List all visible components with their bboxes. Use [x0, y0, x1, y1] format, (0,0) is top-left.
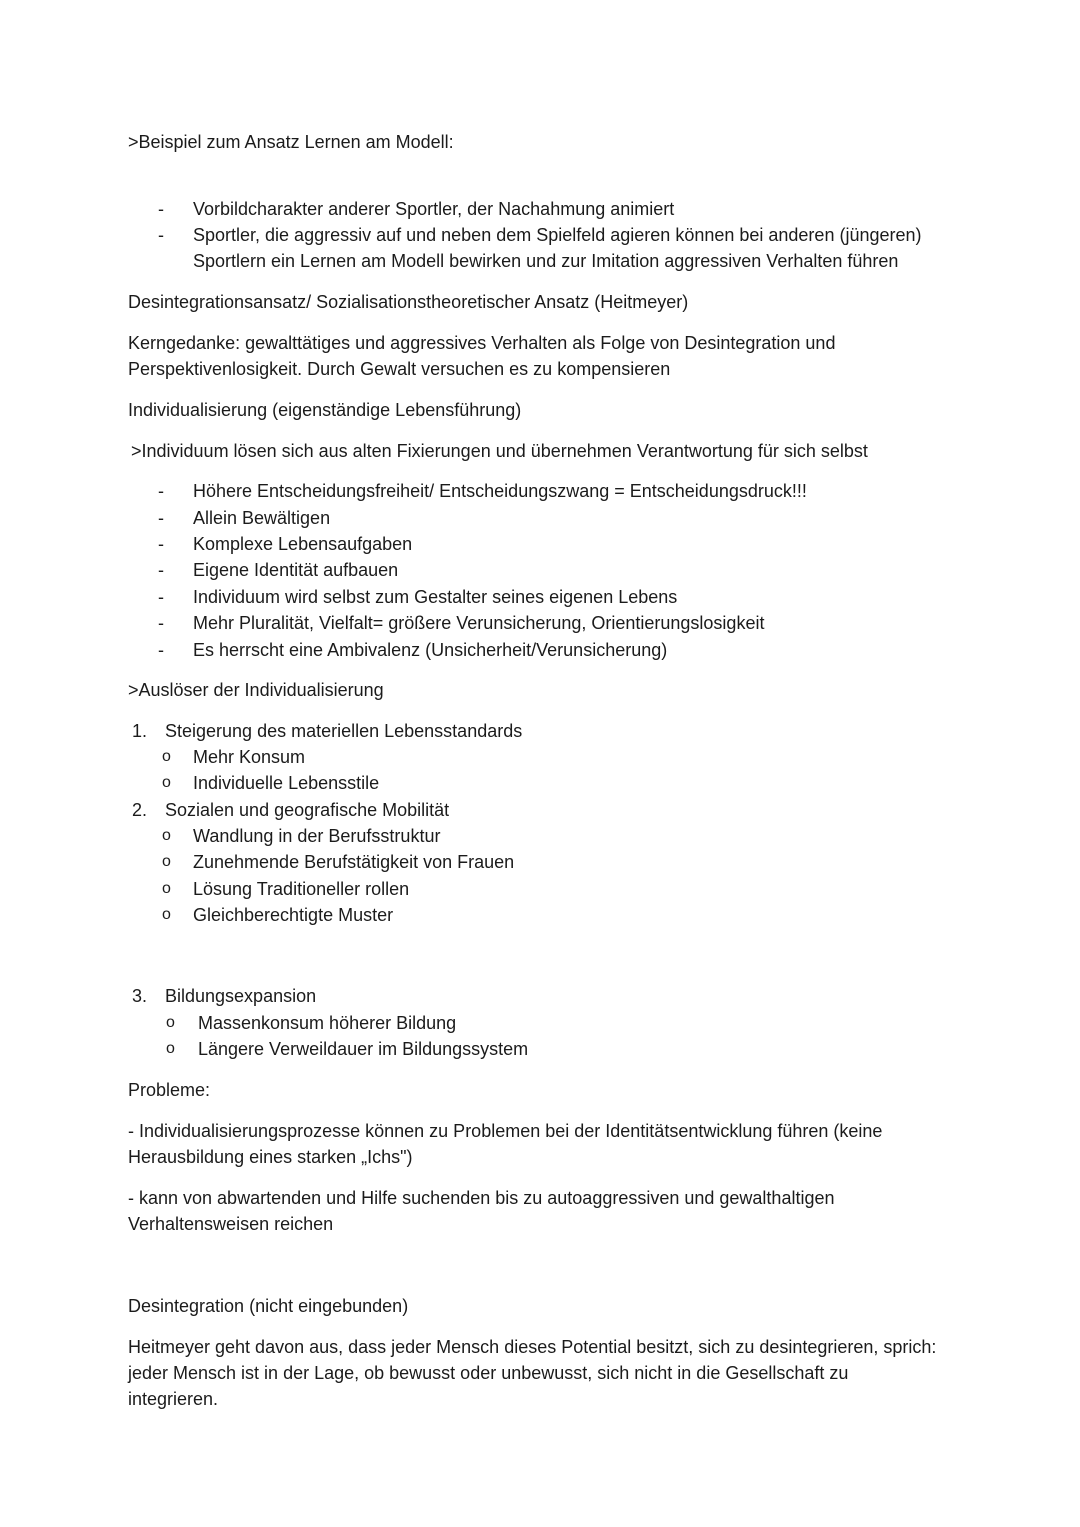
- circle-bullet-icon: o: [162, 880, 171, 897]
- list-number: 3.: [132, 986, 148, 1006]
- heitmeyer-line: integrieren.: [128, 1389, 219, 1409]
- sub-list-item: Zunehmende Berufstätigkeit von Frauen: [193, 852, 515, 872]
- dash-bullet: -: [158, 534, 164, 554]
- list-number: 2.: [132, 800, 148, 820]
- list-item: Komplexe Lebensaufgaben: [193, 534, 413, 554]
- probleme-line: Verhaltensweisen reichen: [128, 1214, 334, 1234]
- circle-bullet-icon: o: [162, 748, 171, 765]
- dash-bullet: -: [158, 587, 164, 607]
- dash-bullet: -: [158, 613, 164, 633]
- list-item: Eigene Identität aufbauen: [193, 560, 399, 580]
- sub-list-item: Massenkonsum höherer Bildung: [198, 1013, 457, 1033]
- heading-desintegrationsansatz: Desintegrationsansatz/ Sozialisationstheoretischer Ansatz (Heitmeyer): [128, 292, 689, 312]
- list-item: Individuum wird selbst zum Gestalter seines eigenen Lebens: [193, 587, 678, 607]
- circle-bullet-icon: o: [166, 1040, 175, 1057]
- dash-bullet: -: [158, 225, 164, 245]
- sub-list-item: Individuelle Lebensstile: [193, 773, 380, 793]
- heading-modell: >Beispiel zum Ansatz Lernen am Modell:: [128, 132, 454, 152]
- heading-desintegration: Desintegration (nicht eingebunden): [128, 1296, 409, 1316]
- probleme-line: - kann von abwartenden und Hilfe suchenden bis zu autoaggressiven und gewalthaltigen: [128, 1188, 835, 1208]
- sub-list-item: Lösung Traditioneller rollen: [193, 879, 410, 899]
- heading-individualisierung: Individualisierung (eigenständige Lebensführung): [128, 400, 522, 420]
- list-item: Vorbildcharakter anderer Sportler, der Nachahmung animiert: [193, 199, 675, 219]
- sub-list-item: Mehr Konsum: [193, 747, 306, 767]
- individuum-intro: >Individuum lösen sich aus alten Fixierungen und übernehmen Verantwortung für sich selbst: [131, 441, 868, 461]
- sub-list-item: Längere Verweildauer im Bildungssystem: [198, 1039, 529, 1059]
- heitmeyer-line: jeder Mensch ist in der Lage, ob bewusst oder unbewusst, sich nicht in die Gesellschaft zu: [128, 1363, 849, 1383]
- sub-list-item: Wandlung in der Berufsstruktur: [193, 826, 441, 846]
- circle-bullet-icon: o: [166, 1014, 175, 1031]
- dash-bullet: -: [158, 481, 164, 501]
- heading-ausloeser: >Auslöser der Individualisierung: [128, 680, 384, 700]
- probleme-line: - Individualisierungsprozesse können zu Problemen bei der Identitätsentwicklung führen (keine: [128, 1121, 883, 1141]
- kerngedanke-line: Kerngedanke: gewalttätiges und aggressives Verhalten als Folge von Desintegration und: [128, 333, 836, 353]
- sub-list-item: Gleichberechtigte Muster: [193, 905, 394, 925]
- list-number: 1.: [132, 721, 148, 741]
- heitmeyer-line: Heitmeyer geht davon aus, dass jeder Mensch dieses Potential besitzt, sich zu desintegrieren, sprich:: [128, 1337, 937, 1357]
- list-item: Allein Bewältigen: [193, 508, 331, 528]
- list-item: Mehr Pluralität, Vielfalt= größere Verunsicherung, Orientierungslosigkeit: [193, 613, 765, 633]
- ausloeser-item-title: Bildungsexpansion: [165, 986, 317, 1006]
- probleme-line: Herausbildung eines starken „Ichs"): [128, 1147, 413, 1167]
- list-item: Es herrscht eine Ambivalenz (Unsicherheit/Verunsicherung): [193, 640, 668, 660]
- kerngedanke-line: Perspektivenlosigkeit. Durch Gewalt versuchen es zu kompensieren: [128, 359, 671, 379]
- list-item: Sportler, die aggressiv auf und neben dem Spielfeld agieren können bei anderen (jüngeren): [193, 225, 922, 245]
- circle-bullet-icon: o: [162, 774, 171, 791]
- ausloeser-item-title: Steigerung des materiellen Lebensstandards: [165, 721, 523, 741]
- dash-bullet: -: [158, 560, 164, 580]
- dash-bullet: -: [158, 640, 164, 660]
- circle-bullet-icon: o: [162, 827, 171, 844]
- circle-bullet-icon: o: [162, 853, 171, 870]
- list-item-continuation: Sportlern ein Lernen am Modell bewirken und zur Imitation aggressiven Verhalten führen: [193, 251, 899, 271]
- dash-bullet: -: [158, 199, 164, 219]
- list-item: Höhere Entscheidungsfreiheit/ Entscheidungszwang = Entscheidungsdruck!!!: [193, 481, 807, 501]
- ausloeser-item-title: Sozialen und geografische Mobilität: [165, 800, 450, 820]
- heading-probleme: Probleme:: [128, 1080, 211, 1100]
- dash-bullet: -: [158, 508, 164, 528]
- circle-bullet-icon: o: [162, 906, 171, 923]
